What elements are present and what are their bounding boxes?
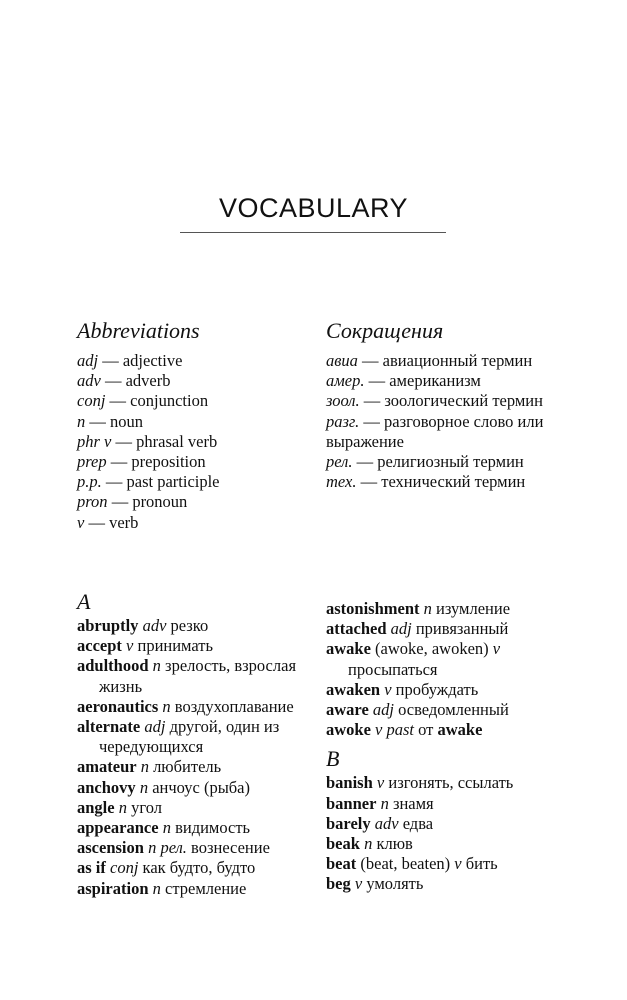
abbreviation-ru-item: тех. — технический термин [326, 472, 526, 492]
entry-part-of-speech: adj [144, 717, 166, 737]
entry-translation: от [418, 720, 434, 740]
vocab-entry [326, 599, 551, 619]
abbr-desc: религиозный термин [377, 452, 524, 472]
abbr-desc: phrasal verb [136, 431, 218, 451]
abbr-term: p.p. [77, 472, 102, 492]
abbr-term: авиа [326, 351, 358, 370]
entry-headword: beg [326, 874, 351, 894]
abbr-term: prep [77, 452, 107, 472]
entry-headword: ascension [77, 838, 144, 858]
entry-translation: знамя [392, 793, 434, 813]
entry-headword: anchovy [77, 777, 136, 797]
entry-part-of-speech: adj [390, 619, 412, 639]
vocab-entry [77, 798, 303, 818]
entry-translation: вознесение [191, 838, 270, 858]
entry-part-of-speech: n [162, 818, 171, 838]
abbr-desc: adverb [125, 371, 171, 391]
abbr-term: рел. [326, 452, 353, 472]
entry-headword-ref: awake [437, 720, 483, 740]
entry-translation: видимость [175, 818, 251, 838]
entry-headword: banner [326, 793, 377, 813]
abbr-term: adv [77, 371, 101, 391]
entry-part-of-speech: adj [372, 700, 394, 720]
abbr-desc: noun [110, 411, 143, 431]
vocab-entry [77, 717, 303, 757]
entry-headword: amateur [77, 757, 137, 777]
entry-part-of-speech: v [384, 679, 392, 699]
entry-part-of-speech: n [423, 599, 432, 618]
abbr-term: n [77, 411, 86, 431]
abbr-desc: американизм [389, 371, 481, 391]
entry-part-of-speech: v [492, 639, 501, 659]
vocab-entry [77, 778, 303, 798]
vocab-entry [77, 838, 303, 858]
abbreviation-en-item: v — verb [77, 512, 139, 532]
entry-part-of-speech: n [118, 797, 127, 817]
vocab-entry [326, 814, 551, 834]
entry-part-of-speech: v [376, 773, 385, 793]
entry-translation: изгонять, ссылать [388, 773, 514, 793]
entry-headword: awaken [326, 679, 381, 699]
entry-headword: awoke [326, 720, 371, 740]
entry-headword: angle [77, 797, 115, 817]
abbreviation-en-item: p.p. — past participle [77, 472, 220, 492]
abbr-desc: авиационный термин [382, 351, 533, 370]
abbreviation-ru-item: амер. — американизм [326, 371, 481, 391]
entry-headword: awake [326, 639, 371, 659]
section-a-right [326, 599, 551, 895]
entry-part-of-speech: adv [142, 616, 167, 635]
entry-translation: принимать [137, 636, 214, 656]
vocab-entry [326, 834, 551, 854]
entry-translation: изумление [436, 599, 511, 618]
entry-translation: анчоус (рыба) [152, 777, 251, 797]
entry-headword: banish [326, 773, 373, 793]
vocab-entry [77, 879, 303, 899]
abbr-term: тех. [326, 472, 357, 492]
vocab-entry [77, 858, 303, 878]
entry-translation: привязанный [415, 619, 509, 639]
abbr-term: conj [77, 391, 106, 411]
entry-forms: (awoke, awoken) [370, 639, 493, 659]
entry-part-of-speech: v [454, 854, 462, 874]
section-letter-b: B [326, 746, 340, 772]
abbreviation-ru-item: разг. — разговорное слово или выражение [326, 411, 544, 451]
entry-headword: appearance [77, 818, 159, 838]
abbr-term: adj [77, 351, 99, 370]
entry-part-of-speech: n [162, 696, 171, 716]
entry-translation: пробуждать [395, 679, 479, 699]
entry-headword: alternate [77, 717, 141, 737]
entry-list-a-right [326, 599, 551, 740]
page-title: VOCABULARY [218, 193, 409, 223]
entry-part-of-speech: v [354, 874, 363, 894]
abbr-desc: технический термин [381, 472, 526, 492]
entry-list-b-right [326, 773, 551, 894]
entry-headword: aware [326, 700, 369, 720]
entry-translation: просыпаться [348, 659, 438, 679]
entry-translation: стремление [165, 878, 247, 898]
entry-headword: accept [77, 636, 122, 656]
vocab-entry [326, 854, 551, 874]
abbreviations-russian-heading: Сокращения [326, 318, 444, 343]
entry-translation: воздухоплавание [174, 696, 294, 716]
entry-part-of-speech: n [364, 834, 373, 854]
vocab-entry [77, 818, 303, 838]
abbr-desc: conjunction [130, 391, 209, 411]
title-rule [180, 232, 446, 233]
abbreviations-russian [326, 316, 576, 492]
entry-forms: (beat, beaten) [356, 854, 455, 874]
entry-translation: клюв [376, 834, 413, 854]
abbreviations-english-list [77, 351, 327, 533]
abbreviations-russian-list [326, 351, 576, 492]
entry-headword: adulthood [77, 656, 149, 676]
vocab-entry [326, 720, 551, 740]
entry-part-of-speech: v [126, 636, 134, 656]
entry-part-of-speech: n [140, 757, 149, 777]
entry-translation: зрелость, взрослая жизнь [99, 656, 297, 696]
vocab-entry [326, 639, 551, 679]
entry-part-of-speech: adv [374, 813, 399, 833]
vocab-entry [326, 619, 551, 639]
entry-headword: beat [326, 854, 357, 874]
entry-part-of-speech: v past [375, 720, 415, 740]
entry-headword: barely [326, 813, 371, 833]
entry-translation: умолять [366, 874, 424, 894]
abbreviations-english [77, 316, 327, 533]
entry-headword: attached [326, 619, 387, 639]
entry-part-of-speech: conj [110, 858, 139, 878]
abbr-desc: разговорное слово или выражение [326, 411, 544, 451]
abbreviation-en-item: phr v — phrasal verb [77, 431, 218, 451]
abbreviation-en-item: conj — conjunction [77, 391, 209, 411]
abbreviation-en-item: prep — preposition [77, 452, 206, 472]
entry-translation: бить [465, 854, 498, 874]
entry-headword: astonishment [326, 599, 420, 618]
entry-headword: aeronautics [77, 696, 159, 716]
section-a-left [77, 588, 303, 899]
entry-translation: осведомленный [398, 700, 509, 720]
entry-headword: aspiration [77, 878, 149, 898]
vocab-entry [77, 616, 303, 636]
abbreviation-ru-item: рел. — религиозный термин [326, 452, 524, 472]
abbreviation-en-item: n — noun [77, 411, 143, 431]
vocab-entry [326, 700, 551, 720]
section-letter-a: A [77, 589, 91, 614]
entry-part-of-speech: n рел. [148, 838, 187, 858]
abbr-desc: adjective [122, 351, 183, 370]
entry-translation: другой, один из чередующихся [99, 717, 280, 757]
entry-translation: едва [402, 813, 434, 833]
abbr-term: pron [77, 492, 108, 512]
vocab-entry [77, 656, 303, 696]
entry-list-a-left [77, 616, 303, 899]
abbr-term: v [77, 512, 85, 532]
vocab-entry [77, 697, 303, 717]
abbr-term: зоол. [326, 391, 360, 411]
entry-part-of-speech: n [139, 777, 149, 797]
vocab-entry [77, 757, 303, 777]
abbr-term: разг. [326, 411, 360, 431]
abbr-term: амер. [326, 371, 365, 391]
vocab-entry [77, 636, 303, 656]
abbreviation-ru-item: авиа — авиационный термин [326, 351, 533, 370]
vocab-entry [326, 680, 551, 700]
vocab-entry [326, 773, 551, 793]
abbr-desc: зоологический термин [384, 391, 543, 411]
abbreviation-ru-item: зоол. — зоологический термин [326, 391, 543, 411]
entry-part-of-speech: n [152, 656, 161, 676]
abbreviation-en-item: adv — adverb [77, 371, 171, 391]
abbreviation-en-item: pron — pronoun [77, 492, 188, 512]
entry-translation: любитель [153, 757, 222, 777]
entry-translation: угол [131, 797, 162, 817]
entry-part-of-speech: n [152, 878, 161, 898]
entry-part-of-speech: n [380, 793, 389, 813]
vocab-entry [326, 794, 551, 814]
entry-translation: резко [170, 616, 209, 635]
abbr-desc: past participle [126, 472, 220, 492]
abbr-desc: preposition [131, 452, 206, 472]
abbr-term: phr v [77, 431, 112, 451]
vocab-entry [326, 874, 551, 894]
entry-headword: beak [326, 834, 360, 854]
entry-headword: as if [77, 858, 106, 878]
abbreviations-heading: Abbreviations [77, 318, 200, 343]
entry-translation: как будто, будто [142, 858, 256, 878]
abbr-desc: verb [109, 512, 139, 532]
entry-headword: abruptly [77, 616, 139, 635]
abbr-desc: pronoun [132, 492, 188, 512]
abbreviation-en-item: adj — adjective [77, 351, 183, 370]
